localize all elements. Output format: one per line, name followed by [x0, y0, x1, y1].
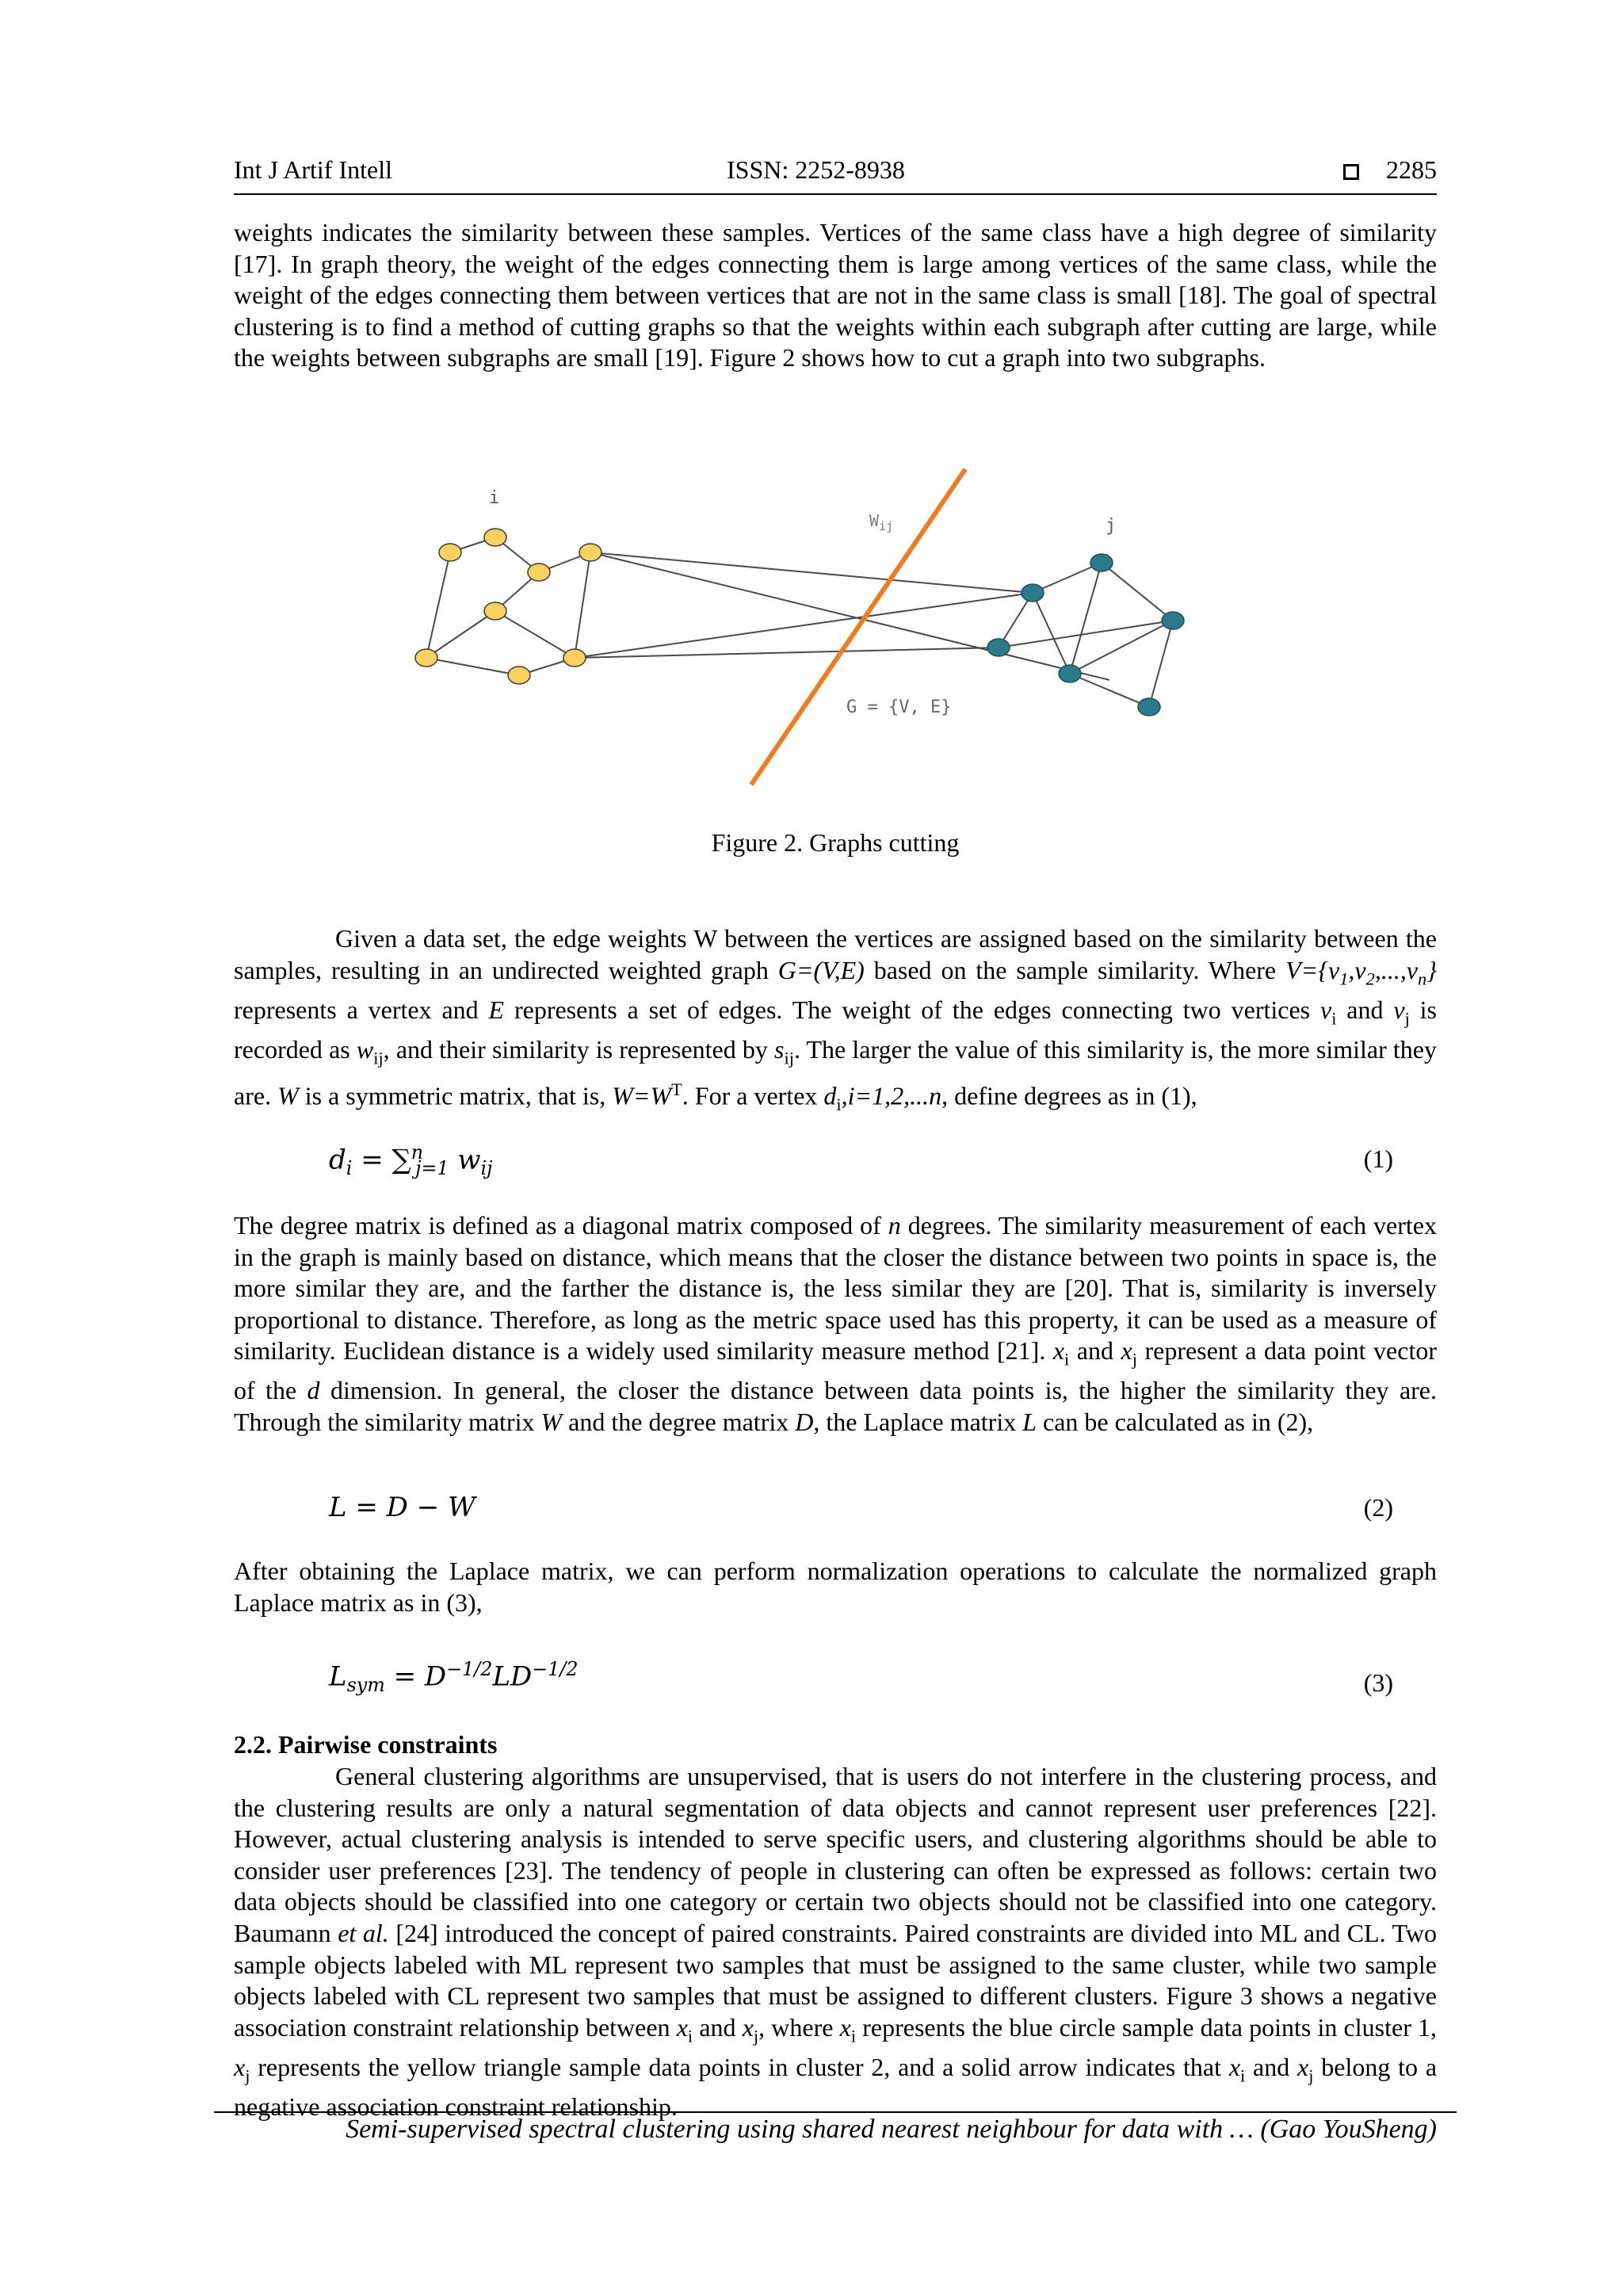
math: n	[888, 1211, 901, 1240]
math: v	[1319, 995, 1332, 1024]
text: belong to a negative association constraint relationship.	[234, 2052, 1438, 2121]
equation-3-number: (3)	[1363, 1668, 1393, 1697]
text: . For a vertex	[682, 1081, 824, 1110]
vertex	[1162, 612, 1184, 629]
math: x	[1228, 2052, 1241, 2081]
intro-paragraph: weights indicates the similarity between these samples. Vertices of the same class have a high degree of similarity [17]. In graph theory, the weight of the edges connecting them is large among vertices of the same class, while the weight of the edges connecting them between vertices that are not in the same class is small [18]. The goal of spectral clustering is to find a method of cutting graphs so that the weights within each subgraph after cutting are large, while the weights between subgraphs are small [19]. Figure 2 shows how to cut a graph into two subgraphs.	[234, 218, 1437, 372]
math: w	[356, 1034, 374, 1064]
label-graph: G = {V, E}	[846, 697, 952, 717]
text: and	[693, 2012, 743, 2042]
text: represents the blue circle sample data points in cluster 1,	[856, 2012, 1438, 2042]
math-sub: j	[1132, 1349, 1137, 1370]
math: }	[1426, 955, 1438, 984]
math-sub: n	[1418, 968, 1427, 988]
math-sub: i	[850, 2026, 857, 2046]
math: W	[540, 1407, 563, 1436]
edge	[1070, 563, 1102, 674]
math-sup: n	[411, 1141, 424, 1163]
text: based on the sample similarity. Where	[864, 955, 1286, 984]
math-sub: i	[346, 1157, 353, 1180]
text: , define degrees as in (1),	[941, 1081, 1197, 1110]
text: and	[1336, 995, 1394, 1024]
journal-name: Int J Artif Intell	[234, 155, 392, 184]
cut-line	[751, 469, 965, 785]
math: G=(V,E)	[777, 955, 865, 984]
math: x	[839, 2012, 851, 2042]
text: dimension. In general, the closer the distance between data points is, the higher the similarity they are. Through the similarity matrix	[234, 1376, 1438, 1436]
math: L	[329, 1660, 347, 1693]
math: W=W	[612, 1081, 672, 1110]
label-i: i	[489, 488, 500, 508]
vertex	[484, 602, 506, 620]
math-sup: T	[671, 1079, 682, 1099]
vertex	[1022, 584, 1044, 602]
math-sub: i	[1331, 1007, 1337, 1028]
math-sub: sym	[346, 1674, 385, 1697]
math: v	[1393, 995, 1405, 1024]
figure-2-graph	[396, 460, 1268, 800]
vertex	[1059, 665, 1081, 682]
math: x	[1121, 1336, 1132, 1366]
equation-2: L = D − W	[329, 1492, 475, 1523]
text: and	[1069, 1336, 1121, 1366]
edge	[426, 552, 450, 658]
math: = D	[384, 1660, 447, 1693]
math: x	[234, 2052, 246, 2081]
equation-3	[329, 1658, 579, 1696]
text: [24] introduced the concept of paired constraints. Paired constraints are divided into ML and CL. Two sample objects labeled with ML represent two samples that must be assigned to the same cluster, while two sample objects labeled with CL represent two samples that must be assigned to different clusters. Figure 3 shows a negative association constraint relationship between	[234, 1918, 1437, 2042]
math: d	[329, 1144, 346, 1176]
vertex	[508, 667, 530, 684]
text: represents a set of edges. The weight of the edges connecting two vertices	[504, 995, 1320, 1024]
vertex-i	[484, 529, 506, 546]
equation-1-number: (1)	[1363, 1144, 1393, 1173]
math-sub: 2	[1365, 968, 1375, 988]
paragraph-degree-matrix	[234, 1210, 1437, 1438]
page-number: 2285	[1386, 155, 1437, 184]
math: V={v	[1285, 955, 1340, 984]
math-sub: i	[1240, 2065, 1246, 2086]
math: E	[488, 995, 505, 1024]
text: , the Laplace matrix	[813, 1407, 1023, 1436]
edge	[1033, 563, 1102, 593]
math: w	[449, 1144, 481, 1176]
math-sup: −1/2	[532, 1658, 579, 1680]
math-sub: j	[1404, 1007, 1410, 1028]
math-sub: i	[836, 1094, 842, 1114]
math-sub: j=1	[415, 1157, 449, 1180]
math: x	[742, 2012, 754, 2042]
text: Given a data set, the edge weights W between the vertices are assigned based on the similarity between the samples, resulting in an undirected weighted graph	[234, 924, 1437, 984]
math-sub: ij	[373, 1047, 384, 1068]
text: can be calculated as in (2),	[1037, 1407, 1314, 1436]
label-wij-main: W	[869, 511, 880, 530]
math-vertex-set	[1285, 955, 1438, 988]
text: represents a vertex and	[234, 995, 489, 1024]
text: . The larger the value of this similarity is, the more similar they are.	[234, 1034, 1438, 1110]
math: ,...,v	[1374, 955, 1419, 984]
page-number-group	[1343, 155, 1437, 185]
edge	[495, 611, 575, 658]
vertex-j	[1090, 554, 1113, 571]
text: The degree matrix is defined as a diagonal matrix composed of	[234, 1211, 888, 1240]
vertex	[563, 649, 586, 667]
math: ,v	[1348, 955, 1366, 984]
math: x	[1297, 2052, 1309, 2081]
edge	[426, 658, 519, 675]
text: and the degree matrix	[562, 1407, 796, 1436]
paragraph-pairwise-constraints	[234, 1761, 1437, 2122]
vertex	[415, 649, 437, 667]
math: d	[823, 1081, 837, 1110]
footer-rule	[214, 2111, 1457, 2113]
edge	[426, 611, 495, 658]
math: LD	[492, 1660, 533, 1693]
math-sub: ij	[480, 1157, 493, 1180]
vertex	[528, 563, 550, 581]
label-wij-sub: ij	[879, 519, 894, 533]
equation-1	[329, 1141, 492, 1179]
paragraph-normalization: After obtaining the Laplace matrix, we can perform normalization operations to calculate the normalized graph Laplace matrix as in (3),	[234, 1557, 1437, 1617]
vertex	[1138, 698, 1160, 716]
edge	[1149, 621, 1173, 707]
running-header	[234, 155, 1437, 195]
math: et al.	[338, 1918, 389, 1947]
text: is a symmetric matrix, that is,	[298, 1081, 613, 1110]
vertex	[579, 544, 601, 561]
math: L	[1022, 1407, 1037, 1436]
square-bullet-icon	[1343, 164, 1359, 180]
label-j: j	[1106, 516, 1117, 536]
math-sub: i	[687, 2026, 693, 2046]
math: W	[277, 1081, 299, 1110]
edge	[590, 552, 1033, 593]
paragraph-graph-definition	[234, 923, 1437, 1120]
edge	[1033, 593, 1070, 674]
math: = ∑	[352, 1144, 411, 1176]
math-sup: −1/2	[446, 1658, 493, 1680]
running-footer: Semi-supervised spectral clustering using shared nearest neighbour for data with … (Gao YouSheng)	[346, 2115, 1437, 2144]
edge	[1070, 674, 1149, 707]
text: , where	[758, 2012, 840, 2042]
math: ,i=1,2,...n	[841, 1081, 942, 1110]
text: represents the yellow triangle sample data points in cluster 2, and a solid arrow indicates that	[250, 2052, 1229, 2081]
vertex	[987, 639, 1010, 656]
issn: ISSN: 2252-8938	[727, 155, 905, 184]
math: s	[774, 1034, 785, 1064]
math-sub: j	[753, 2026, 759, 2046]
text: , and their similarity is represented by	[383, 1034, 775, 1064]
math-sub: j	[245, 2065, 250, 2086]
edge	[590, 552, 1109, 680]
text: is recorded as	[234, 995, 1438, 1064]
equation-2-number: (2)	[1363, 1493, 1393, 1522]
graph-edges	[426, 537, 1173, 707]
math: x	[676, 2012, 688, 2042]
text: and	[1245, 2052, 1298, 2081]
text: represent a data point vector of the	[234, 1336, 1438, 1405]
text: degrees. The similarity measurement of each vertex in the graph is mainly based on distance, which means that the closer the distance between two points in space is, the more similar they are, and the farther the distance is, the less similar they are [20]. That is, similarity is inversely proportional to distance. Therefore, as long as the metric space used has this property, it can be used as a measure of similarity. Euclidean distance is a widely used similarity measure method [21].	[234, 1211, 1438, 1366]
math-sub: 1	[1339, 968, 1349, 988]
math: x	[1052, 1336, 1065, 1366]
math-sub: j	[1308, 2065, 1314, 2086]
math: D	[795, 1407, 814, 1436]
section-heading: 2.2. Pairwise constraints	[234, 1730, 498, 1759]
figure-2-caption: Figure 2. Graphs cutting	[711, 828, 960, 857]
edge	[575, 552, 590, 658]
label-wij	[869, 511, 893, 533]
text: General clustering algorithms are unsupervised, that is users do not interfere in the clustering process, and the clustering results are only a natural segmentation of data objects and cannot represent user preferences [22]. However, actual clustering analysis is intended to serve specific users, and clustering algorithms should be able to consider user preferences [23]. The tendency of people in clustering can often be expressed as follows: certain two data objects should be classified into one category or certain two objects should not be classified into one category. Baumann	[234, 1762, 1437, 1947]
math-sub: ij	[784, 1047, 794, 1068]
vertex	[439, 544, 461, 561]
math: d	[307, 1376, 320, 1405]
edge	[1102, 563, 1173, 621]
math-sub: i	[1064, 1349, 1070, 1370]
